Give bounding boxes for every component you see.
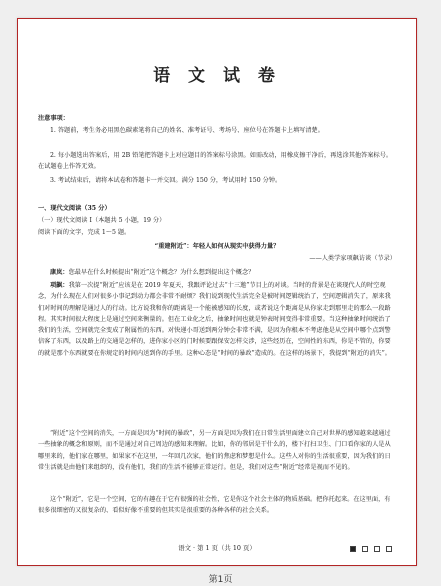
- section-heading: 一、现代文阅读（35 分）: [38, 205, 111, 212]
- notice-item-3: 3. 考试结束后，请将本试卷和答题卡一并交回。满分 150 分，考试用时 150 分钟。: [50, 177, 282, 184]
- notice-item-2: 2. 每小题选出答案后，用 2B 铅笔把答题卡上对应题目的答案标号涂黑。如需改动，用橡皮擦干净后，再选涂其他答案标号。在试题卷上作答无效。: [38, 152, 393, 171]
- reading-instruction: 阅读下面的文字，完成 1～5 题。: [38, 229, 131, 236]
- paragraph-2: [38, 280, 396, 359]
- page-number-label: 第1页: [208, 575, 233, 585]
- paragraph-4: 这个“附近”，它是一个空间，它的有趣在于它有很强的社会性，它是你这个社会主体的物质基础。把你托起来。在这里面，有很多很细密的又很复杂的、看似好像不重要的但其实是很重要的各种各样的社会关系。: [38, 496, 391, 515]
- speaker-label: 项飙：: [50, 282, 69, 289]
- exam-page: [17, 18, 417, 566]
- page-content: [38, 19, 396, 565]
- page-marker-icon: [362, 546, 368, 552]
- subsection-heading: （一）现代文阅读 I（本题共 5 小题，19 分）: [38, 217, 166, 224]
- notice-item-1: 1. 答题前，考生务必用黑色碳素笔将自己的姓名、准考证号、考场号、座位号在答题卡上填写清楚。: [50, 127, 324, 134]
- page-marker-icon: [374, 546, 380, 552]
- exam-title: 语 文 试 卷: [153, 66, 281, 86]
- article-source: ——人类学家项飙访谈（节录）: [309, 255, 396, 262]
- speaker-label: 康岚：: [50, 269, 69, 276]
- paragraph-1: [38, 267, 396, 278]
- paragraph-3: “附近”这个空间的消失，一方面是因为“时间的暴政”，另一方面是因为我们在日常生活里面建立自己对世界的感知越来越通过一些抽象的概念和原则，而不是通过对自己周边的感知来理解。比如，你的邻居是干什么的，楼下打扫卫生、门口看你家的人是从哪里来的，他们家在哪里，如果家不在这里，一年回几次家，他们的焦虑和梦想是什么。这些人对你的生活很重要，因为我们的日常生活就是由他们来组织的，没有他们，我们的生活不能够正常运行。但是，我们对这些“附近”经常是视而不见的。: [38, 430, 391, 471]
- page-marker-icon: [386, 546, 392, 552]
- article-title: “重建附近”：年轻人如何从现实中获得力量？: [154, 243, 280, 250]
- page-marker-icon: [350, 546, 356, 552]
- paragraph-text: 您最早在什么时候提出“附近”这个概念？为什么想到提出这个概念？: [68, 269, 255, 276]
- paragraph-text: 我第一次提“附近”应该是在 2019 年夏天，我跟评论过去“十三邀”节目上的对谈。当时的背景是在谈现代人的时空观念，为什么现在人们对很多小事记到动力都会非常不耐烦？我们说到现代生活完全是被时间逻辑统治了，空间逻辑消失了，原来我们对时间的理解是通过人的行动。比方说我和你的距离是一个能被感知的长度，或者说这个距离是从你家走到那里走的那么一段路程。其实时间很大程度上是通过空间来衡量的。但在工业化之后，抽象时间也就是钟表时间变得非常重要。当这种抽象时间统治了我们的生活，空间就完全变成了附属性的东西。对快递小哥送到两分钟会非常不满，是因为你根本不考虑他是从空间中哪个点到警信客了东西，以及路上的交通是怎样的，进你家小区的门时候要跟保安怎样交涉，这些经历在，空间性的东西，你是不管的，你要的就是那个东西就要在你规定的时间内送到你的手里。这种心态是“时间的暴政”造成的。在这样的场景下，我提到“附近的消失”。: [38, 282, 391, 357]
- page-markers: [350, 546, 392, 552]
- notice-heading: 注意事项：: [38, 115, 69, 122]
- page-footer: 语文 · 第 1 页（共 10 页）: [178, 544, 256, 552]
